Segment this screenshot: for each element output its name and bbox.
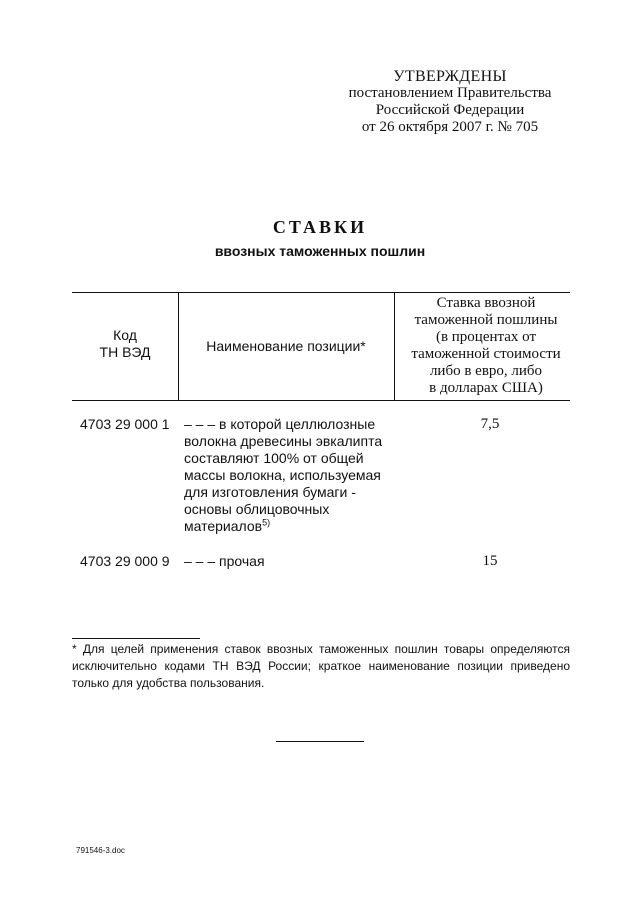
footnote-ref: 5) bbox=[262, 517, 271, 528]
table-column-divider-2 bbox=[394, 292, 395, 401]
row-2-code: 4703 29 000 9 bbox=[80, 553, 170, 569]
approval-line-3: от 26 октября 2007 г. № 705 bbox=[361, 119, 539, 135]
row-1-desc-line: – – – в которой целлюлозные bbox=[184, 416, 376, 432]
row-1-rate: 7,5 bbox=[480, 416, 500, 432]
header-code bbox=[72, 327, 178, 361]
header-rate-line: в долларах США) bbox=[429, 380, 543, 396]
header-rate-line: таможенной пошлины bbox=[414, 312, 558, 328]
header-rate-line: (в процентах от bbox=[435, 329, 537, 345]
table-header-bottom-rule bbox=[72, 400, 570, 401]
document-subtitle: ввозных таможенных пошлин bbox=[214, 243, 426, 259]
row-2-rate: 15 bbox=[482, 553, 498, 569]
document-title: СТАВКИ bbox=[272, 217, 368, 237]
footnote-text: * Для целей применения ставок ввозных таможенных пошлин товары определяются исключительно кодами ТН ВЭД России; краткое наименование позиции приведено только для удобства пользования. bbox=[72, 642, 570, 690]
header-name: Наименование позиции* bbox=[206, 338, 366, 354]
header-code-line-2: ТН ВЭД bbox=[99, 344, 151, 360]
table-column-divider-1 bbox=[178, 292, 179, 401]
approval-title: УТВЕРЖДЕНЫ bbox=[393, 68, 507, 85]
document-reference: 791546-3.doc bbox=[76, 846, 125, 855]
row-2-description bbox=[184, 553, 404, 570]
header-rate-line: либо в евро, либо bbox=[429, 363, 543, 379]
row-1-desc-line: волокна древесины эвкалипта bbox=[184, 433, 383, 449]
row-2-desc-line: – – – прочая bbox=[184, 553, 265, 569]
footnote-separator bbox=[72, 638, 200, 639]
table-top-rule bbox=[72, 292, 570, 293]
row-1-desc-line: составляют 100% от общей bbox=[184, 450, 364, 466]
approval-block bbox=[330, 68, 570, 136]
header-rate-line: таможенной стоимости bbox=[411, 346, 561, 362]
approval-line-2: Российской Федерации bbox=[375, 102, 525, 118]
row-1-desc-line: материалов bbox=[184, 518, 263, 534]
end-separator bbox=[276, 741, 364, 742]
row-1-desc-line: основы облицовочных bbox=[184, 501, 330, 517]
approval-line-1: постановлением Правительства bbox=[348, 85, 552, 101]
row-1-desc-last-line bbox=[184, 518, 404, 535]
header-rate-line: Ставка ввозной bbox=[436, 295, 536, 311]
header-rate bbox=[398, 295, 574, 397]
row-1-desc-line: массы волокна, используемая bbox=[184, 467, 381, 483]
row-1-desc-line: для изготовления бумаги - bbox=[184, 484, 356, 500]
row-1-code: 4703 29 000 1 bbox=[80, 416, 170, 432]
row-1-description bbox=[184, 416, 404, 535]
header-code-line-1: Код bbox=[113, 327, 137, 343]
